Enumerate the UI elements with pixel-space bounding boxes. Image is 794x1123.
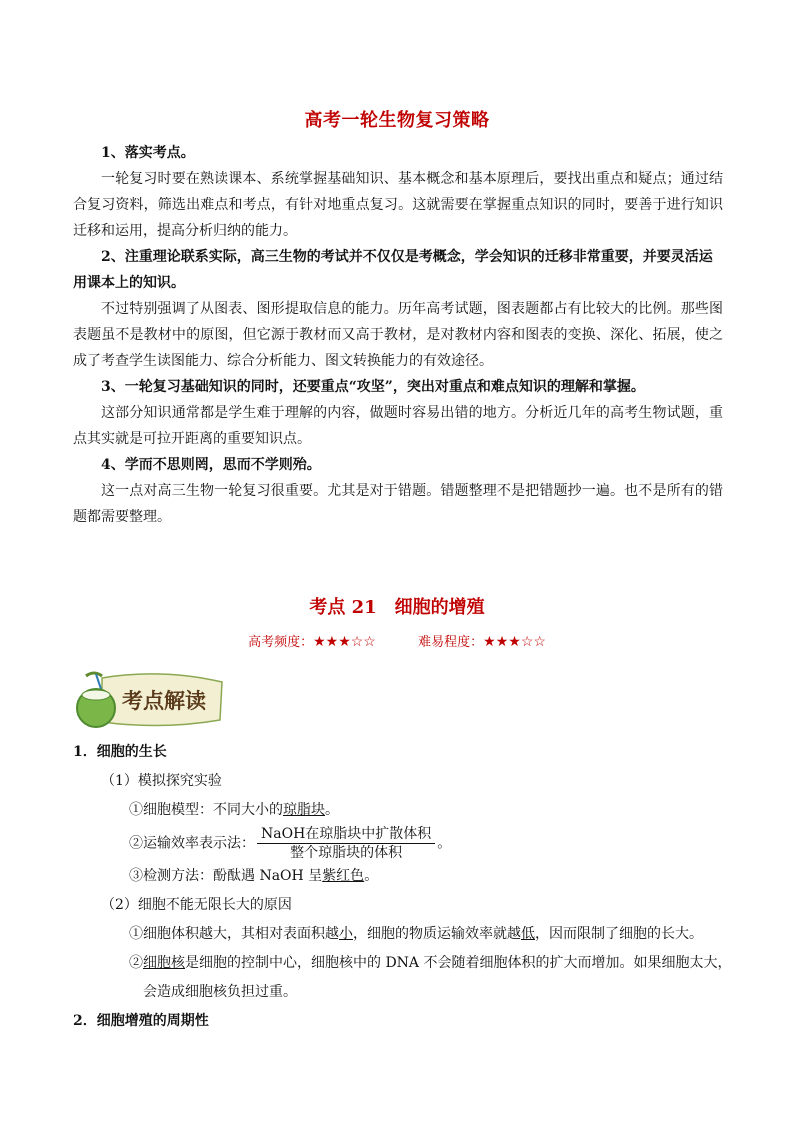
section-4-heading: 4、学而不思则罔，思而不学则殆。 [101, 457, 321, 473]
frequency-label: 高考频度： [248, 635, 314, 650]
leaf-icon [86, 673, 102, 676]
section-1-heading: 1、落实考点。 [101, 145, 195, 161]
topic-outline [73, 738, 733, 1036]
outline-item-2: ②运输效率表示法： $\frac{\text{NaOH在琼脂块中扩散体积}}{\text{整个琼脂块的体积}}$ 。 [129, 826, 452, 861]
section-4-text: 这一点对高三生物一轮复习很重要。尤其是对于错题。错题整理不是把错题抄一遍。也不是所有的错题都需要整理。 [73, 483, 723, 525]
coconut-top-icon [82, 690, 110, 700]
strategy-body [73, 140, 723, 530]
outline-item-5-cont: 会造成细胞核负担过重。 [143, 984, 297, 1000]
strategy-title: 高考一轮生物复习策略 [304, 110, 490, 131]
efficiency-fraction: $\frac{\text{NaOH在琼脂块中扩散体积}}{\text{整个琼脂块的体积}}$ [257, 825, 435, 862]
frequency-filled-stars: ★★★ [313, 634, 351, 650]
difficulty-filled-stars: ★★★ [483, 634, 521, 650]
outline-heading-1: 1．细胞的生长 [73, 744, 167, 760]
rating-line [0, 631, 794, 650]
outline-item-1: ①细胞模型：不同大小的琼脂块。 [129, 802, 339, 818]
outline-item-3: ③检测方法：酚酞遇 NaOH 呈紫红色。 [129, 868, 379, 884]
badge-label: 考点解读 [122, 688, 206, 713]
outline-sub-2: （2）细胞不能无限长大的原因 [101, 897, 292, 913]
section-3-text: 这部分知识通常都是学生难于理解的内容，做题时容易出错的地方。分析近几年的高考生物试题，重点其实就是可拉开距离的重要知识点。 [73, 405, 723, 447]
frequency-empty-stars: ☆☆ [350, 634, 376, 650]
section-2-text: 不过特别强调了从图表、图形提取信息的能力。历年高考试题，图表题都占有比较大的比例。那些图表题虽不是教材中的原图，但它源于教材而又高于教材，是对教材内容和图表的变换、深化、拓展，使之成了考查学生读图能力、综合分析能力、图文转换能力的有效途径。 [73, 301, 723, 369]
outline-item-4: ①细胞体积越大，其相对表面积越小，细胞的物质运输效率就越低，因而限制了细胞的长大。 [129, 926, 703, 942]
kaodian-badge [72, 668, 226, 730]
difficulty-empty-stars: ☆☆ [520, 634, 546, 650]
section-3-heading: 3、一轮复习基础知识的同时，还要重点“攻坚”，突出对重点和难点知识的理解和掌握。 [101, 379, 645, 395]
outline-sub-1: （1）模拟探究实验 [101, 773, 222, 789]
topic-title: 考点 21 细胞的增殖 [309, 597, 485, 618]
section-2-heading: 2、注重理论联系实际，高三生物的考试并不仅仅是考概念，学会知识的迁移非常重要，并要灵活运用课本上的知识。 [73, 249, 713, 291]
difficulty-label: 难易程度： [418, 635, 484, 650]
outline-item-5: ②细胞核是细胞的控制中心，细胞核中的 DNA 不会随着细胞体积的扩大而增加。如果细胞太大， [129, 955, 732, 971]
outline-heading-2: 2．细胞增殖的周期性 [73, 1013, 209, 1029]
section-1-text: 一轮复习时要在熟读课本、系统掌握基础知识、基本概念和基本原理后，要找出重点和疑点；通过结合复习资料，筛选出难点和考点，有针对地重点复习。这就需要在掌握重点知识的同时，要善于进行知识迁移和运用，提高分析归纳的能力。 [73, 171, 723, 239]
